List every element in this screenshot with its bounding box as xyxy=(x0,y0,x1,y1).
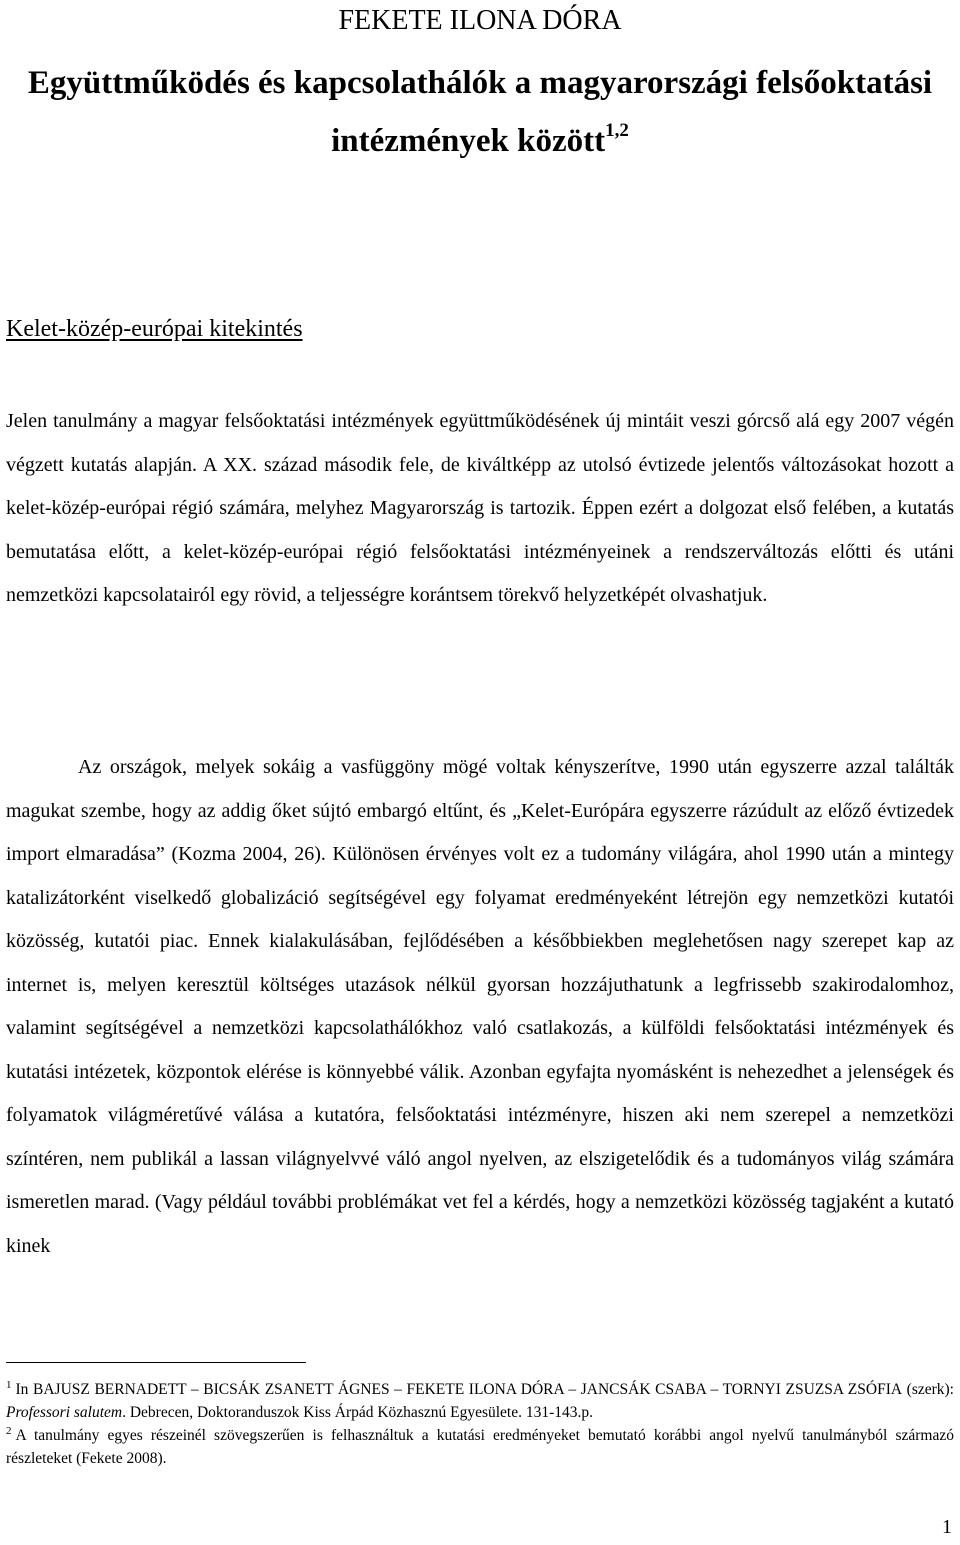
title-line-1: Együttműködés és kapcsolathálók a magyarországi felsőoktatási xyxy=(27,65,933,101)
footnote-1-publication: . Debrecen, Doktoranduszok Kiss Árpád Közhasznú Egyesülete. 131-143.p. xyxy=(122,1404,594,1421)
paper-title xyxy=(0,54,960,170)
footnote-1-book-title: Professori salutem xyxy=(6,1404,123,1421)
author-name: FEKETE ILONA DÓRA xyxy=(338,5,622,36)
footnote-1-editor-note: (szerk): xyxy=(902,1381,954,1398)
footnote-separator xyxy=(6,1362,306,1363)
page-number: 1 xyxy=(942,1516,952,1538)
section-heading: Kelet-közép-európai kitekintés xyxy=(6,316,303,342)
footnotes xyxy=(6,1378,954,1470)
footnote-1-mark: 1 xyxy=(6,1379,12,1391)
title-footnote-marks: 1,2 xyxy=(605,120,629,141)
title-line-2: intézmények között xyxy=(331,123,606,159)
footnote-1 xyxy=(6,1378,954,1424)
footnote-1-authors: BAJUSZ BERNADETT – BICSÁK ZSANETT ÁGNES – FEKETE ILONA DÓRA – JANCSÁK CSABA – TORNYI ZSUZSA ZSÓFIA xyxy=(33,1381,903,1398)
footnote-2 xyxy=(6,1424,954,1470)
footnote-2-mark: 2 xyxy=(6,1425,12,1437)
footnote-1-prefix: In xyxy=(15,1381,34,1398)
footnote-2-text: A tanulmány egyes részeinél szövegszerűen is felhasználtuk a kutatási eredményeket bemutató korábbi angol nyelvű tanulmányból származó részleteket (Fekete 2008). xyxy=(6,1427,954,1467)
body-paragraph-2: Az országok, melyek sokáig a vasfüggöny mögé voltak kényszerítve, 1990 után egyszerre azzal találták magukat szembe, hogy az addig őket sújtó embargó eltűnt, és „Kelet-Európára egyszerre rázúdult az előző évtizedek import elmaradása” (Kozma 2004, 26). Különösen érvényes volt ez a tudomány világára, ahol 1990 után a mintegy katalizátorként viselkedő globalizáció segítségével egy folyamat eredményeként létrejön egy nemzetközi kutatói közösség, kutatói piac. Ennek kialakulásában, fejlődésében a későbbiekben meglehetősen nagy szerepet kap az internet is, melyen keresztül költséges utazások nélkül gyorsan hozzájuthatunk a legfrissebb szakirodalomhoz, valamint segítségével a nemzetközi kapcsolathálókhoz való csatlakozás, a külföldi felsőoktatási intézmények és kutatási intézetek, központok elérése is könnyebbé válik. Azonban egyfajta nyomásként is nehezedhet a jelenségek és folyamatok világméretűvé válása a kutatóra, felsőoktatási intézményre, hiszen aki nem szerepel a nemzetközi színtéren, nem publikál a lassan világnyelvvé váló angol nyelven, az elszigetelődik és a tudományos világ számára ismeretlen marad. (Vagy például további problémákat vet fel a kérdés, hogy a nemzetközi közösség tagjaként a kutató kinek xyxy=(6,756,954,1257)
body-paragraph-1: Jelen tanulmány a magyar felsőoktatási intézmények együttműködésének új mintáit veszi górcső alá egy 2007 végén végzett kutatás alapján. A XX. század második fele, de kiváltképp az utolsó évtizede jelentős változásokat hozott a kelet-közép-európai régió számára, melyhez Magyarország is tartozik. Éppen ezért a dolgozat első felében, a kutatás bemutatása előtt, a kelet-közép-európai régió felsőoktatási intézményeinek a rendszerváltozás előtti és utáni nemzetközi kapcsolatairól egy rövid, a teljességre korántsem törekvő helyzetképét olvashatjuk. xyxy=(6,410,954,606)
